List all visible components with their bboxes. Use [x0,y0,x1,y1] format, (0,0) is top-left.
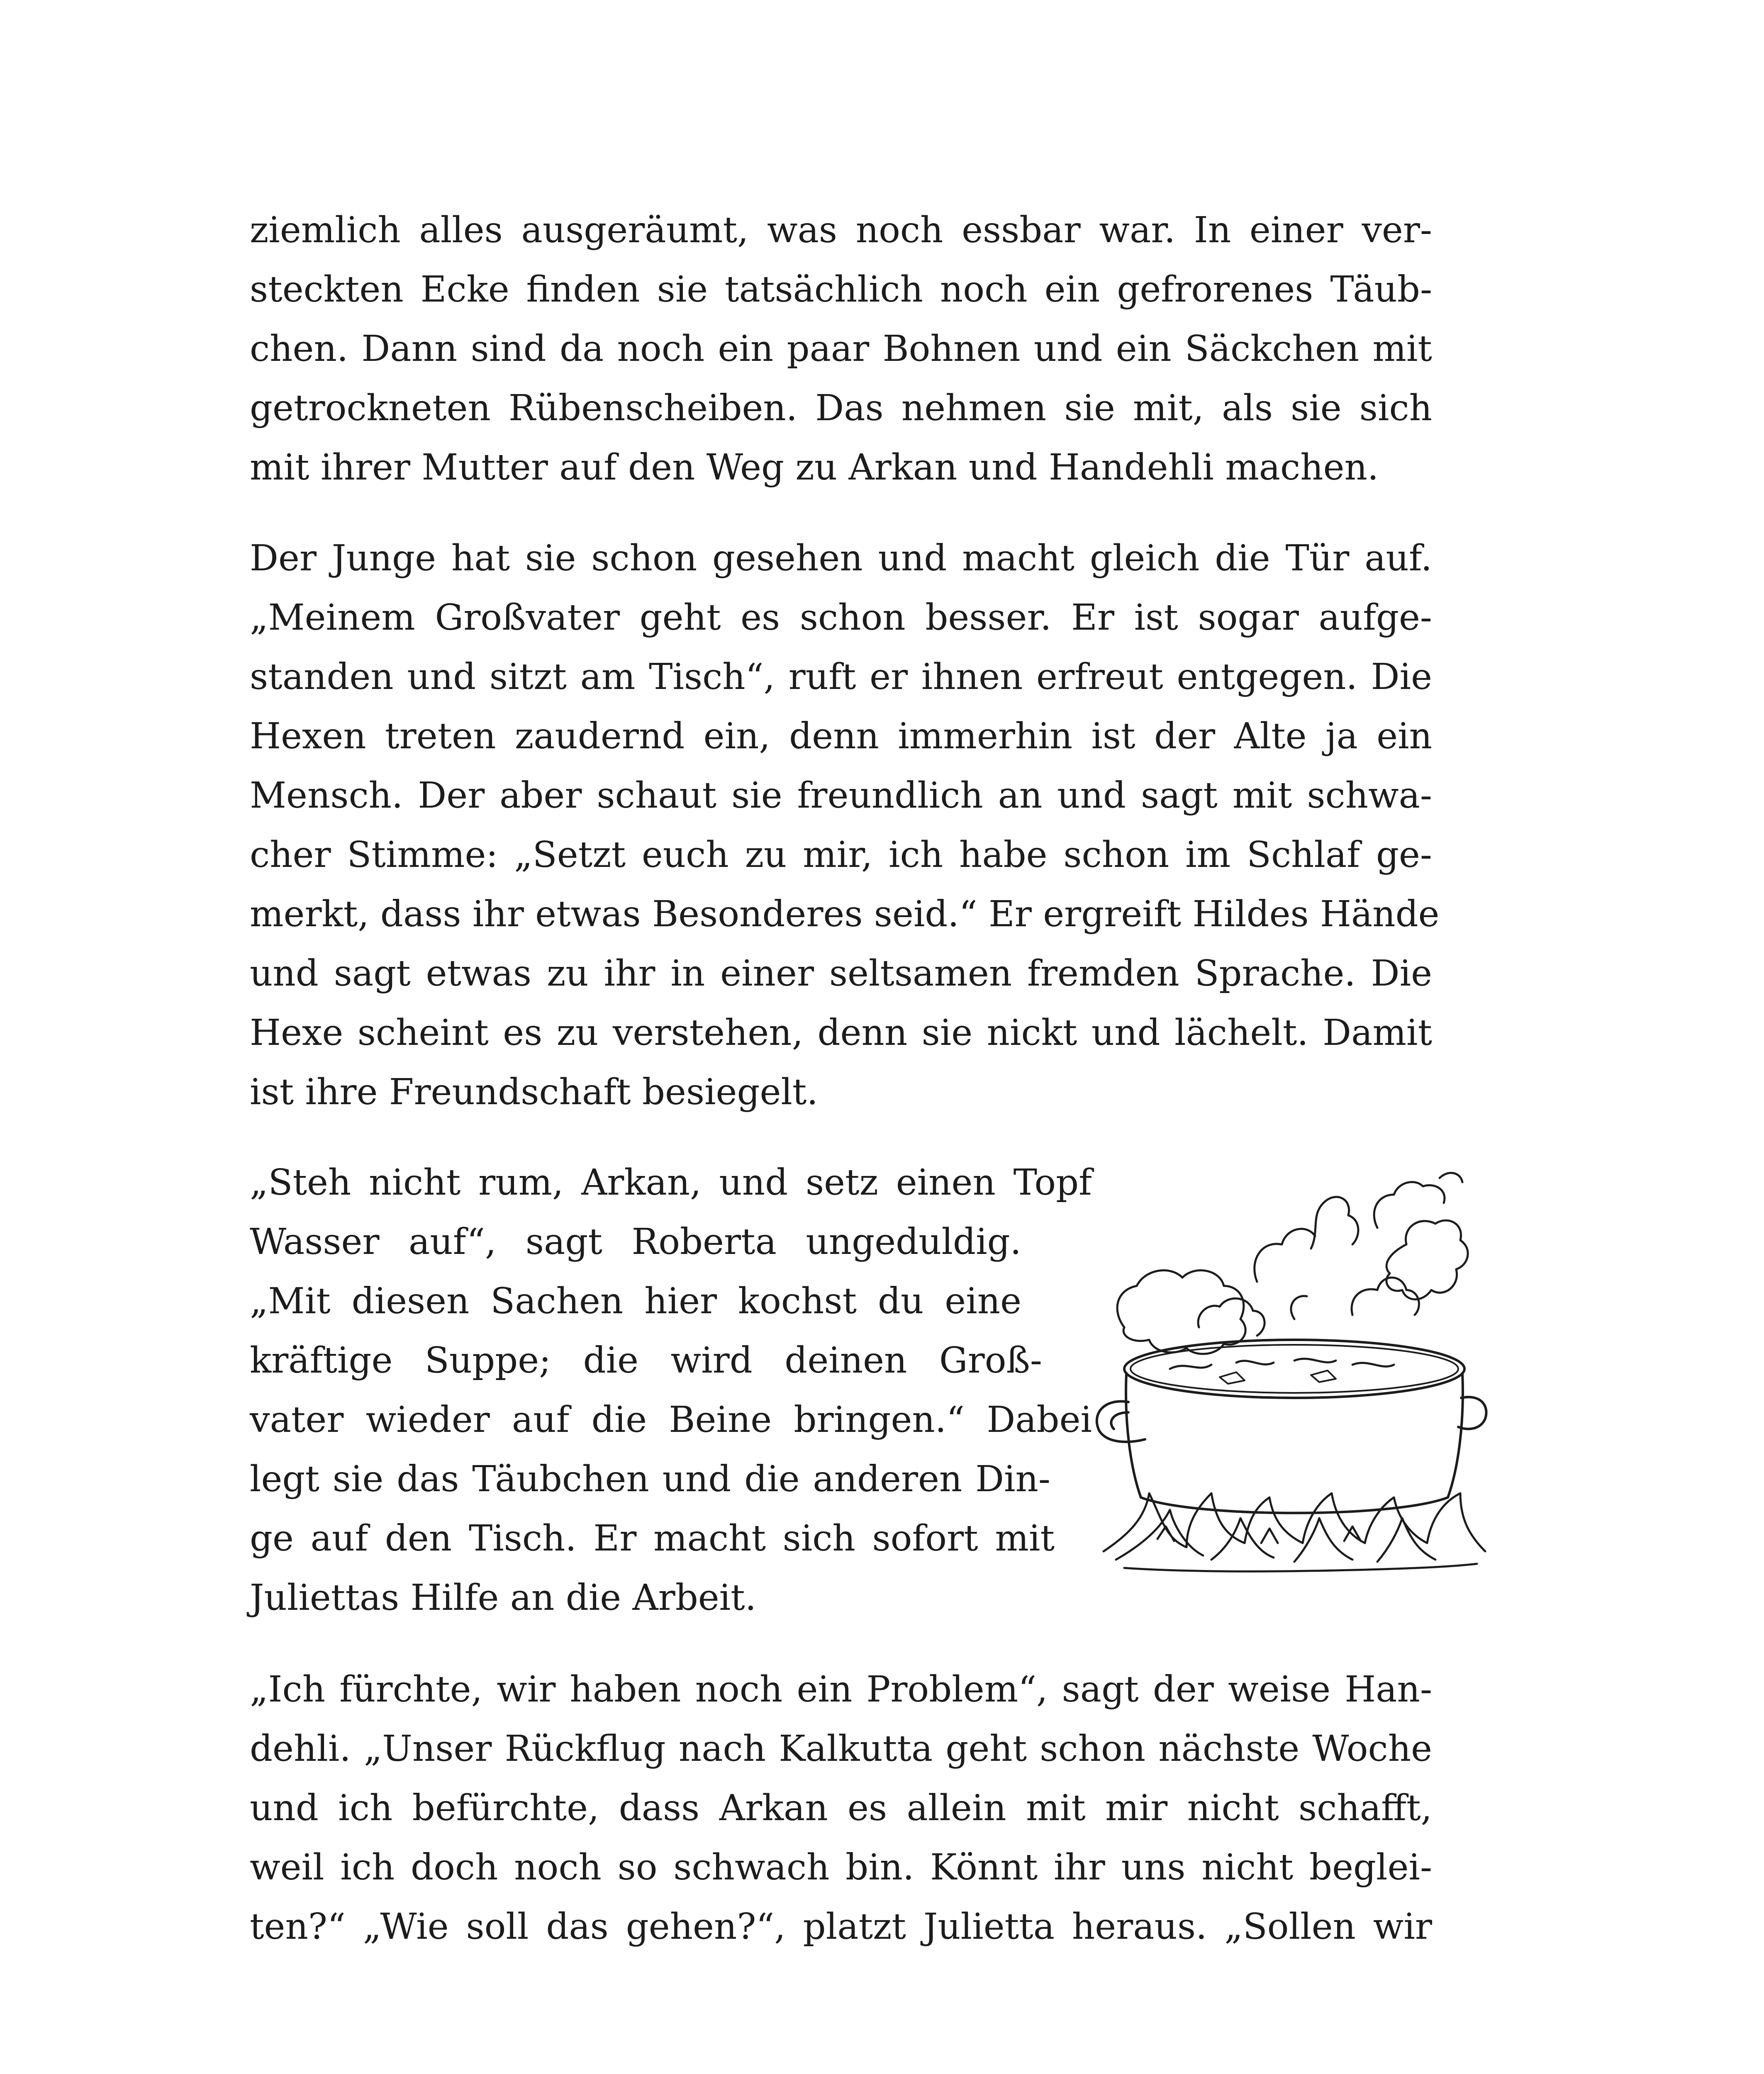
text-line: Juliettas Hilfe an die Arbeit. [250,1577,757,1619]
text-line: „Ich fürchte, wir haben noch ein Problem“, sagt der weise Han- [250,1669,1432,1710]
text-line: merkt, dass ihr etwas Besonderes seid.“ Er ergreift Hildes Hände [250,893,1440,935]
text-line: Mensch. Der aber schaut sie freundlich an und sagt mit schwa- [250,775,1432,816]
text-line: vater wieder auf die Beine bringen.“ Dabei [250,1399,1092,1441]
text-line: Der Junge hat sie schon gesehen und macht gleich die Tür auf. [250,538,1432,579]
text-line: und sagt etwas zu ihr in einer seltsamen fremden Sprache. Die [250,953,1432,994]
text-line: „Steh nicht rum, Arkan, und setz einen Topf [250,1162,1092,1203]
text-line: mit ihrer Mutter auf den Weg zu Arkan und Handehli machen. [250,447,1379,488]
text-line: und ich befürchte, dass Arkan es allein mit mir nicht schafft, [250,1787,1432,1829]
text-line: „Mit diesen Sachen hier kochst du eine [250,1280,1021,1322]
text-line: weil ich doch noch so schwach bin. Könnt ihr uns nicht beglei- [250,1847,1432,1888]
text-line: ge auf den Tisch. Er macht sich sofort mit [250,1518,1055,1559]
pot-body [1097,1340,1486,1513]
steam-icon [1117,1173,1468,1354]
paragraph-4 [250,1660,1432,1957]
text-line: getrockneten Rübenscheiben. Das nehmen sie mit, als sie sich [250,387,1432,429]
text-line: standen und sitzt am Tisch“, ruft er ihnen erfreut entgegen. Die [250,656,1432,698]
text-line: ist ihre Freundschaft besiegelt. [250,1071,818,1113]
fire-icon [1104,1493,1485,1571]
text-line: cher Stimme: „Setzt euch zu mir, ich habe schon im Schlaf ge- [250,834,1432,876]
text-line: dehli. „Unser Rückflug nach Kalkutta geht schon nächste Woche [250,1728,1432,1770]
paragraph-2 [250,529,1440,1122]
text-line: steckten Ecke finden sie tatsächlich noch ein gefrorenes Täub- [250,269,1432,310]
cooking-pot-icon [1062,1153,1498,1622]
text-line: chen. Dann sind da noch ein paar Bohnen und ein Säckchen mit [250,328,1432,370]
text-line: Hexen treten zaudernd ein, denn immerhin ist der Alte ja ein [250,716,1432,757]
text-line: „Meinem Großvater geht es schon besser. Er ist sogar aufge- [250,597,1432,638]
text-line: legt sie das Täubchen und die anderen Din- [250,1458,1050,1500]
text-line: Hexe scheint es zu verstehen, denn sie nickt und lächelt. Damit [250,1012,1432,1054]
text-line: kräftige Suppe; die wird deinen Groß- [250,1340,1042,1381]
paragraph-1 [250,201,1432,497]
text-line: Wasser auf“, sagt Roberta ungeduldig. [250,1221,1021,1263]
text-line: ten?“ „Wie soll das gehen?“, platzt Julietta heraus. „Sollen wir [250,1906,1432,1947]
paragraph-3 [250,1153,1092,1628]
text-line: ziemlich alles ausgeräumt, was noch essbar war. In einer ver- [250,209,1432,251]
